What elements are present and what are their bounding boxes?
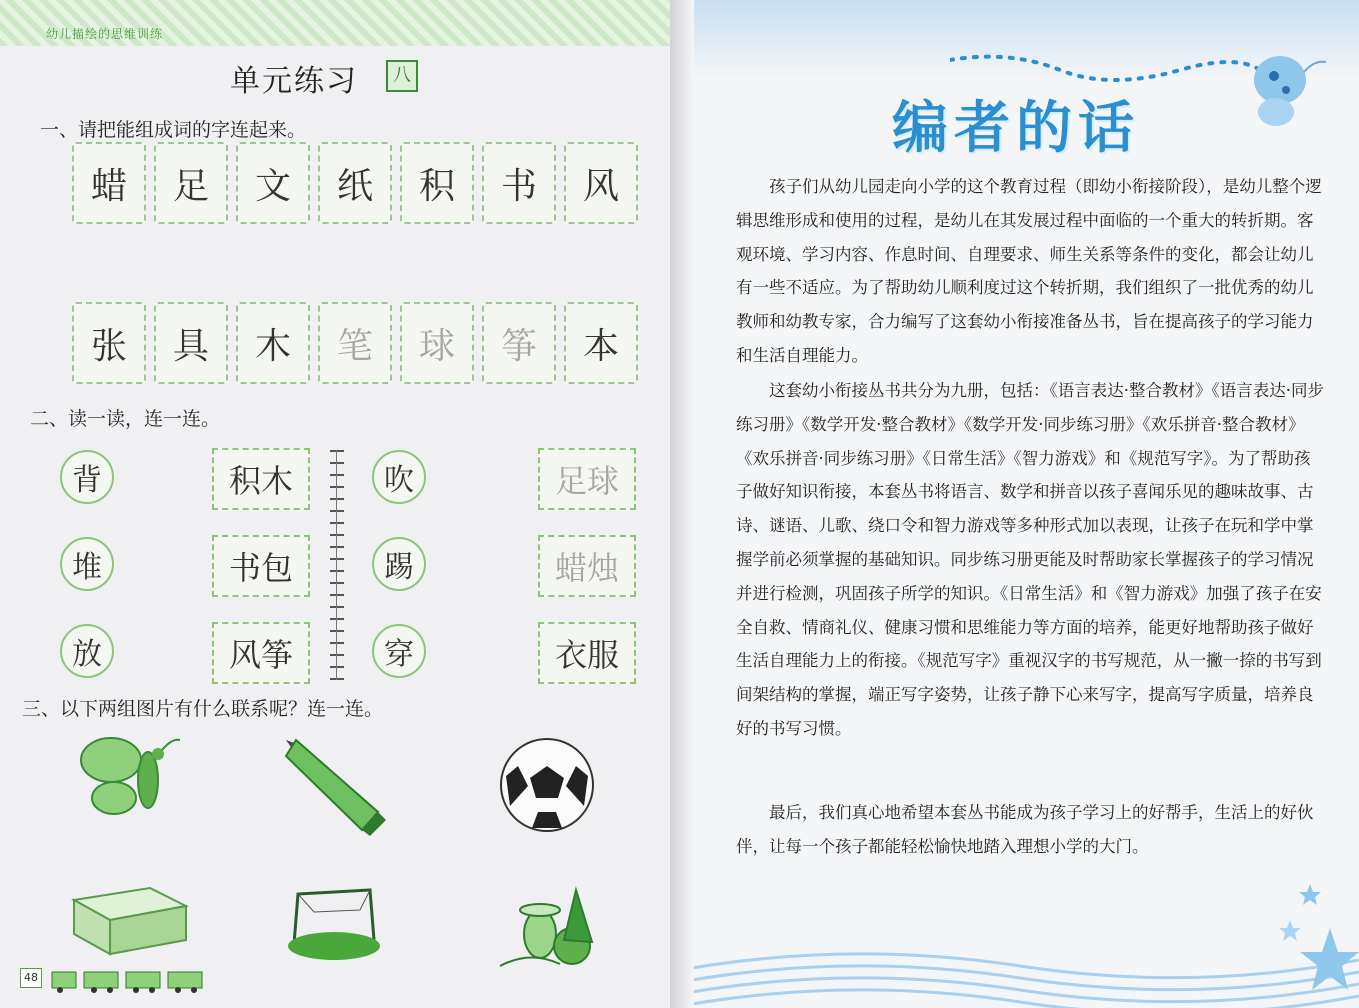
char-row-1	[72, 142, 638, 224]
char-box[interactable]: 足	[154, 142, 228, 224]
divider-arrow-line	[330, 450, 344, 680]
char-circle[interactable]: 放	[60, 624, 114, 678]
verb-column	[372, 450, 426, 711]
char-box[interactable]: 具	[154, 302, 228, 384]
word-column-right	[538, 448, 636, 709]
paragraph-1: 孩子们从幼儿园走向小学的这个教育过程（即幼小衔接阶段），是幼儿整个逻辑思维形成和使用的过程，是幼儿在其发展过程中面临的一个重大的转折期。客观环境、学习内容、作息时间、自理要求、师生关系等条件的变化，都会让幼儿有一些不适应。为了帮助幼儿顺利度过这个转折期，我们组织了一批优秀的幼儿教师和幼教专家，合力编写了这套幼小衔接准备丛书，旨在提高孩子的学习能力和生活自理能力。	[736, 177, 1322, 365]
question-1: 一、请把能组成词的字连起来。	[40, 119, 307, 141]
sewing-thread-icon[interactable]	[490, 880, 610, 972]
char-box[interactable]: 本	[564, 302, 638, 384]
soccer-goal-icon[interactable]	[284, 884, 384, 964]
char-row-2	[72, 302, 638, 384]
paper-stack-icon[interactable]	[70, 880, 190, 960]
paragraph-3: 最后，我们真心地希望本套丛书能成为孩子学习上的好帮手，生活上的好伙伴，让每一个孩子都能轻松愉快地踏入理想小学的大门。	[736, 803, 1314, 856]
char-box[interactable]: 纸	[318, 142, 392, 224]
char-box[interactable]: 文	[236, 142, 310, 224]
char-box[interactable]: 蜡	[72, 142, 146, 224]
paragraph-2: 这套幼小衔接丛书共分为九册，包括：《语言表达·整合教材》《语言表达·同步练习册》《数学开发·整合教材》《数学开发·同步练习册》《欢乐拼音·整合教材》《欢乐拼音·同步练习册》《日常生活》《智力游戏》和《规范写字》。为了帮助孩子做好知识衔接，本套丛书将语言、数学和拼音以孩子喜闻乐见的趣味故事、古诗、谜语、儿歌、绕口令和智力游戏等多种形式加以表现，让孩子在玩和学中掌握学前必须掌握的基础知识。同步练习册更能及时帮助家长掌握孩子的学习情况并进行检测，巩固孩子所学的知识。《日常生活》和《智力游戏》加强了孩子在安全自救、情商礼仪、健康习惯和思维能力等方面的培养，能更好地帮助孩子做好生活自理能力上的衔接。《规范写字》重视汉字的书写规范，从一撇一捺的书写到间架结构的掌握，端正写字姿势，让孩子静下心来写字，提高写字质量，培养良好的书写习惯。	[736, 381, 1324, 738]
page-title: 编者的话	[892, 96, 1140, 161]
train-decoration-icon	[48, 966, 208, 994]
char-box[interactable]: 笔	[318, 302, 392, 384]
char-circle[interactable]: 吹	[372, 450, 426, 504]
char-box[interactable]: 风	[564, 142, 638, 224]
butterfly-icon[interactable]	[76, 730, 186, 820]
char-box[interactable]: 球	[400, 302, 474, 384]
char-circle[interactable]: 踢	[372, 537, 426, 591]
unit-title: 单元练习	[230, 64, 358, 99]
word-box[interactable]: 书包	[212, 535, 310, 597]
char-box[interactable]: 木	[236, 302, 310, 384]
word-box[interactable]: 蜡烛	[538, 535, 636, 597]
unit-number-badge: 八	[386, 60, 418, 92]
series-title: 幼儿描绘的思维训练	[46, 27, 164, 41]
word-column-left	[212, 448, 310, 709]
word-box[interactable]: 衣服	[538, 622, 636, 684]
stars-decoration-icon	[1260, 880, 1359, 1008]
char-box[interactable]: 积	[400, 142, 474, 224]
char-circle[interactable]: 背	[60, 450, 114, 504]
word-box[interactable]: 风筝	[212, 622, 310, 684]
char-box[interactable]: 张	[72, 302, 146, 384]
right-page	[680, 0, 1359, 1008]
char-box[interactable]: 书	[482, 142, 556, 224]
char-circle[interactable]: 堆	[60, 537, 114, 591]
question-3: 三、以下两组图片有什么联系呢？连一连。	[22, 698, 384, 720]
char-circle[interactable]: 穿	[372, 624, 426, 678]
page-number: 48	[20, 968, 42, 988]
wave-stripes-decoration	[680, 940, 1359, 1008]
word-box[interactable]: 足球	[538, 448, 636, 510]
pencil-icon[interactable]	[282, 736, 392, 836]
soccer-ball-icon[interactable]	[498, 736, 596, 834]
word-box[interactable]: 积木	[212, 448, 310, 510]
butterfly-icon	[1248, 50, 1338, 130]
book-spine	[670, 0, 694, 1008]
single-char-column	[60, 450, 114, 711]
question-2: 二、读一读，连一连。	[30, 408, 221, 430]
char-box[interactable]: 筝	[482, 302, 556, 384]
